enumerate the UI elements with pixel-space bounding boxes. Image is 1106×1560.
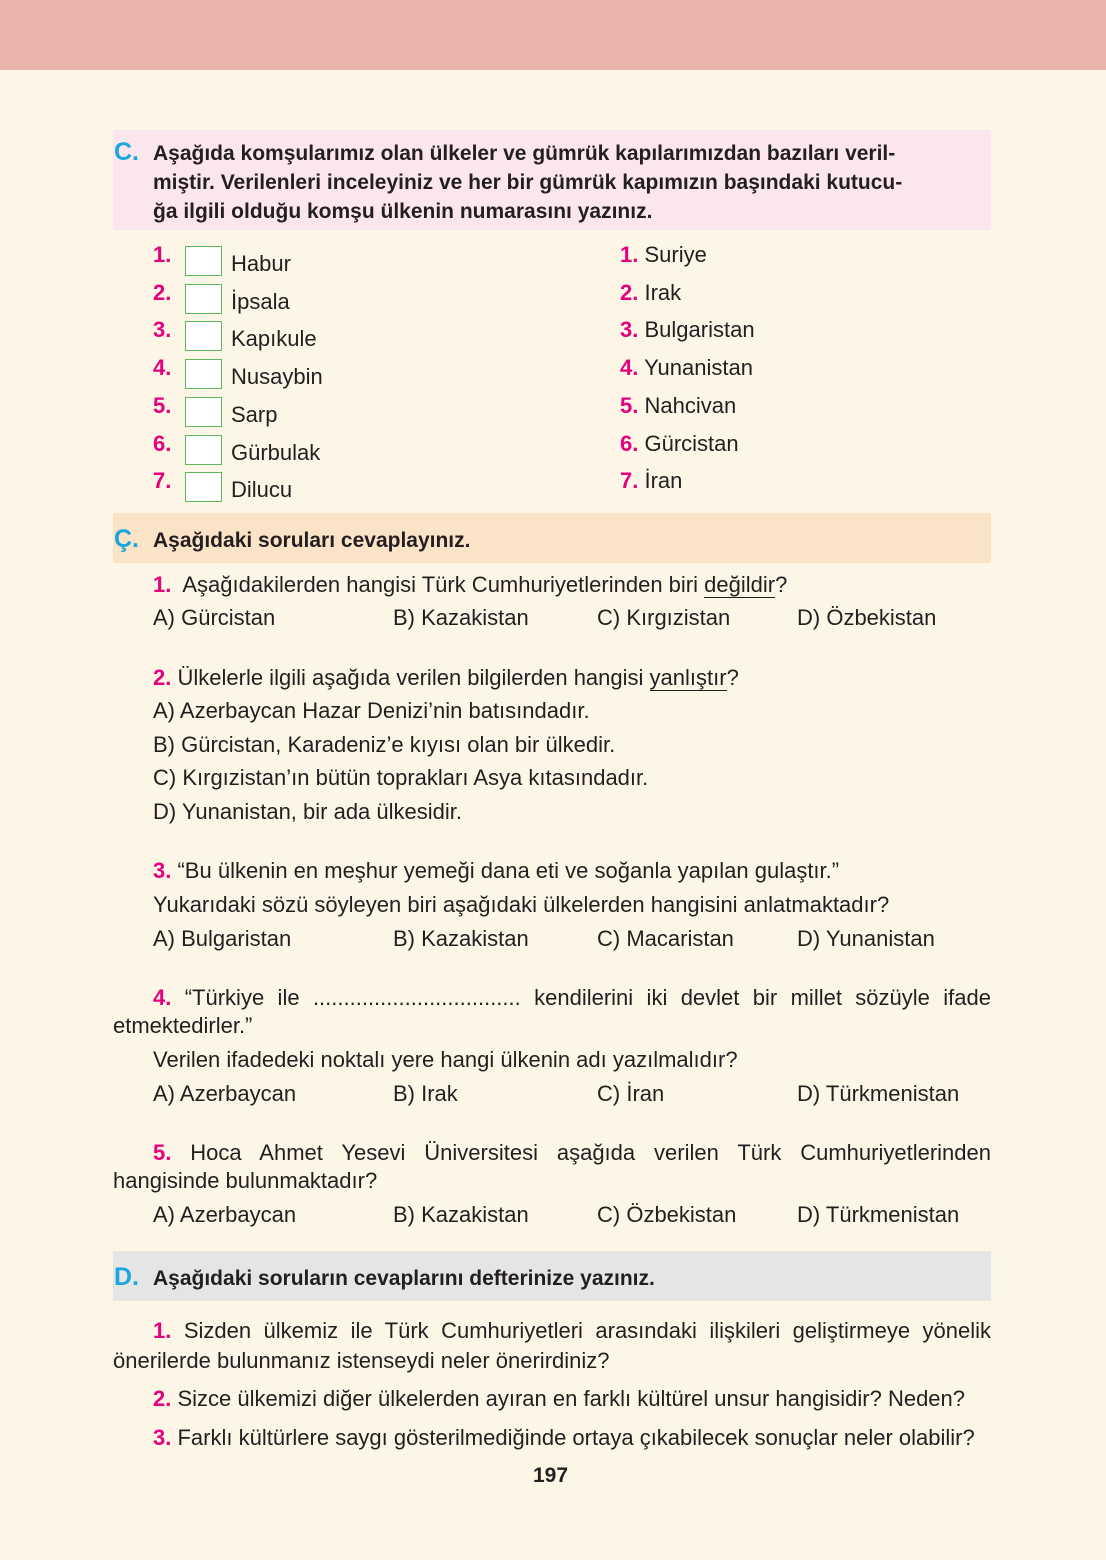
country-item — [620, 317, 755, 343]
country-name: Gürcistan — [644, 430, 739, 456]
answer-option[interactable]: C) Özbekistan — [597, 1202, 737, 1227]
answer-option[interactable]: B) Gürcistan, Karadeniz’e kıyısı olan bir ülkedir. — [153, 731, 616, 757]
country-name: Suriye — [644, 242, 707, 267]
answer-option[interactable]: B) Kazakistan — [393, 605, 529, 630]
country-name: Yunanistan — [644, 355, 753, 381]
country-number: 5. — [620, 392, 639, 418]
answer-option[interactable]: A) Gürcistan — [153, 605, 276, 630]
answer-option[interactable]: A) Azerbaycan — [153, 1202, 297, 1227]
page-number: 197 — [533, 1464, 569, 1487]
gate-number: 7. — [153, 468, 172, 494]
top-band — [0, 0, 1106, 70]
country-item — [620, 468, 682, 494]
question-end: ? — [775, 572, 788, 597]
question-text: “Türkiye ile .................................. kendilerini iki devlet bir millet sözüyle ifade — [184, 985, 991, 1010]
answer-option[interactable]: D) Yunanistan — [797, 926, 935, 951]
answer-box[interactable] — [185, 246, 222, 276]
instruction-line: Aşağıda komşularımız olan ülkeler ve gümrük kapılarımızdan bazıları veril- — [153, 142, 896, 165]
gate-name: Dilucu — [231, 477, 293, 503]
answer-option[interactable]: B) Irak — [393, 1081, 458, 1106]
question-4 — [153, 985, 991, 1011]
answer-option[interactable]: A) Azerbaycan — [153, 1081, 297, 1106]
country-item — [620, 431, 739, 457]
country-number: 7. — [620, 468, 639, 494]
question-text: önerilerde bulunmanız istenseydi neler önerirdiniz? — [113, 1348, 610, 1373]
instruction-line: ğa ilgili olduğu komşu ülkenin numarasını yazınız. — [153, 200, 653, 223]
question-number: 1. — [153, 572, 172, 597]
gate-number: 2. — [153, 279, 172, 305]
d-question-2 — [153, 1386, 965, 1412]
country-number: 6. — [620, 430, 639, 456]
question-text: Sizden ülkemiz ile Türk Cumhuriyetleri arasındaki ilişkileri geliştirmeye yönelik — [183, 1318, 991, 1343]
answer-option[interactable]: B) Kazakistan — [393, 926, 529, 951]
answer-option[interactable]: A) Bulgaristan — [153, 926, 292, 951]
answer-box[interactable] — [185, 284, 222, 314]
question-1 — [153, 572, 787, 598]
d-question-1 — [153, 1318, 991, 1344]
gate-name: Gürbulak — [231, 439, 321, 465]
question-text: Hoca Ahmet Yesevi Üniversitesi aşağıda verilen Türk Cumhuriyetlerinden — [190, 1140, 991, 1165]
country-number: 1. — [620, 242, 639, 267]
gate-name: Kapıkule — [231, 326, 317, 352]
question-number: 2. — [153, 1386, 172, 1411]
gate-number: 5. — [153, 392, 172, 418]
gate-number: 6. — [153, 430, 172, 456]
question-number: 1. — [153, 1318, 172, 1343]
country-item — [620, 393, 736, 419]
question-2 — [153, 665, 739, 691]
gate-name: Nusaybin — [231, 364, 323, 390]
question-number: 4. — [153, 985, 172, 1010]
question-end: ? — [726, 665, 739, 690]
instruction-line: miştir. Verilenleri inceleyiniz ve her bir gümrük kapımızın başındaki kutucu- — [153, 171, 903, 194]
answer-option[interactable]: D) Özbekistan — [797, 605, 937, 630]
answer-option[interactable]: C) Macaristan — [597, 926, 734, 951]
answer-option[interactable]: D) Türkmenistan — [797, 1081, 960, 1106]
country-name: Nahcivan — [644, 392, 737, 418]
section-title: Aşağıdaki soruların cevaplarını defterinize yazınız. — [153, 1267, 655, 1290]
question-text: Ülkelerle ilgili aşağıda verilen bilgilerden hangisi — [177, 665, 650, 690]
question-3 — [153, 858, 839, 884]
answer-option[interactable]: D) Yunanistan, bir ada ülkesidir. — [153, 798, 462, 824]
underlined-word: yanlıştır — [649, 665, 727, 690]
gate-number: 1. — [153, 242, 172, 267]
gate-number: 3. — [153, 317, 172, 343]
country-item — [620, 355, 753, 381]
question-text: Yukarıdaki sözü söyleyen biri aşağıdaki ülkelerden hangisini anlatmaktadır? — [153, 892, 890, 917]
question-text: Aşağıdakilerden hangisi Türk Cumhuriyetlerinden biri — [182, 572, 705, 597]
answer-option[interactable]: C) Kırgızistan — [597, 605, 731, 630]
question-number: 5. — [153, 1140, 172, 1165]
gate-number: 4. — [153, 355, 172, 381]
answer-box[interactable] — [185, 397, 222, 427]
answer-box[interactable] — [185, 435, 222, 465]
question-number: 2. — [153, 665, 172, 690]
country-name: Irak — [644, 279, 682, 305]
question-text: hangisinde bulunmaktadır? — [113, 1168, 378, 1193]
question-text: Farklı kültürlere saygı gösterilmediğinde ortaya çıkabilecek sonuçlar neler olabilir? — [177, 1425, 975, 1450]
question-text: Verilen ifadedeki noktalı yere hangi ülkenin adı yazılmalıdır? — [153, 1047, 738, 1072]
gate-name: Sarp — [231, 401, 278, 427]
answer-option[interactable]: C) İran — [597, 1081, 665, 1106]
answer-option[interactable]: A) Azerbaycan Hazar Denizi’nin batısındadır. — [153, 698, 590, 723]
country-item — [620, 280, 681, 306]
answer-box[interactable] — [185, 321, 222, 351]
d-question-3 — [153, 1425, 975, 1451]
underlined-word: değildir — [704, 572, 776, 597]
answer-box[interactable] — [185, 472, 222, 502]
section-letter: D. — [114, 1263, 139, 1291]
answer-option[interactable]: D) Türkmenistan — [797, 1202, 960, 1227]
question-text: Sizce ülkemizi diğer ülkelerden ayıran en farklı kültürel unsur hangisidir? Neden? — [177, 1386, 966, 1411]
country-number: 4. — [620, 355, 639, 381]
answer-option[interactable]: B) Kazakistan — [393, 1202, 529, 1227]
country-number: 3. — [620, 317, 639, 343]
section-letter: Ç. — [114, 525, 139, 553]
question-number: 3. — [153, 858, 172, 883]
question-5 — [153, 1140, 991, 1166]
country-number: 2. — [620, 279, 639, 305]
country-name: İran — [644, 468, 683, 494]
question-number: 3. — [153, 1425, 172, 1450]
gate-name: İpsala — [231, 288, 290, 314]
question-text: “Bu ülkenin en meşhur yemeği dana eti ve soğanla yapılan gulaştır.” — [177, 858, 840, 883]
answer-option[interactable]: C) Kırgızistan’ın bütün toprakları Asya kıtasındadır. — [153, 765, 649, 790]
country-item — [620, 242, 707, 268]
section-title: Aşağıdaki soruları cevaplayınız. — [153, 529, 471, 552]
section-letter: C. — [114, 138, 139, 166]
country-name: Bulgaristan — [644, 317, 755, 343]
gate-name: Habur — [231, 251, 291, 276]
question-text: etmektedirler.” — [113, 1013, 253, 1038]
answer-box[interactable] — [185, 359, 222, 389]
